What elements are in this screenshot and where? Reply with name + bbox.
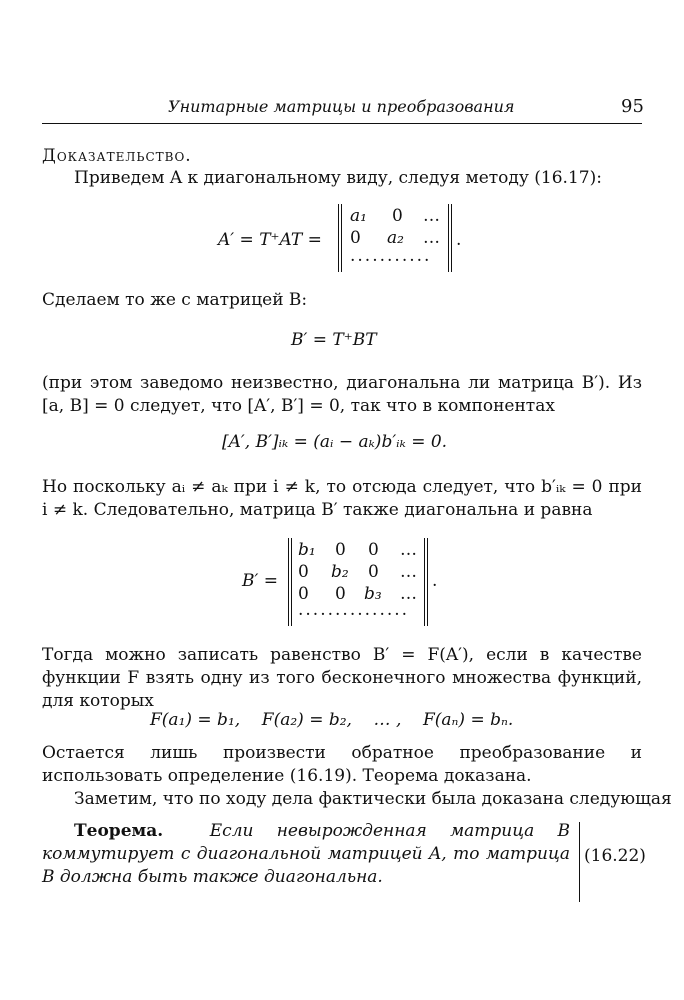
matrix-b-r2c3: 0: [368, 562, 379, 582]
equation-2: B′ = T⁺BT: [291, 330, 377, 350]
paragraph-2: Но поскольку aᵢ ≠ aₖ при i ≠ k, то отсюда следует, что b′ᵢₖ = 0 при i ≠ k. Следовательно, матрица B′ также диагональна и равна: [42, 477, 642, 520]
equation-4-end: .: [432, 571, 438, 591]
proof-intro: Приведем A к диагональному виду, следуя методу (16.17):: [74, 168, 602, 188]
paragraph-4: Остается лишь произвести обратное преобразование и использовать определение (16.19). Теорема доказана.: [42, 743, 642, 786]
running-header: Унитарные матрицы и преобразования: [168, 97, 515, 116]
theorem-number: (16.22): [584, 846, 646, 866]
matrix-a-r3: ...........: [350, 246, 432, 266]
matrix-b-r1c4: …: [400, 540, 417, 560]
equation-5: F(a₁) = b₁, F(a₂) = b₂, … , F(aₙ) = bₙ.: [150, 710, 514, 730]
matrix-a-r1c3: …: [423, 206, 440, 226]
matrix-b-right-bar: [424, 538, 428, 626]
equation-4-lhs: B′ =: [242, 571, 279, 591]
page-number: 95: [621, 96, 644, 117]
matrix-a-r2c3: …: [423, 228, 440, 248]
matrix-b-r3c2: 0: [335, 584, 346, 604]
equation-1-end: .: [456, 230, 462, 250]
proof-heading: Доказательство.: [42, 146, 192, 166]
header-rule: [42, 123, 642, 124]
theorem-label: Теорема.: [74, 821, 164, 841]
matrix-b-r4: ...............: [298, 600, 410, 620]
theorem-block: [42, 820, 570, 889]
matrix-b-r1c3: 0: [368, 540, 379, 560]
matrix-a-r1c2: 0: [392, 206, 403, 226]
equation-1-lhs: A′ = T⁺AT =: [218, 230, 322, 250]
theorem-bar: [579, 822, 580, 902]
matrix-a-r2c1: 0: [350, 228, 361, 248]
matrix-a-r2c2: a₂: [387, 228, 404, 248]
matrix-b-r3c4: …: [400, 584, 417, 604]
matrix-b-r1c2: 0: [335, 540, 346, 560]
paragraph-5: Заметим, что по ходу дела фактически была доказана следующая: [74, 789, 672, 809]
matrix-b-left-bar: [288, 538, 292, 626]
matrix-b-r3c3: b₃: [364, 584, 382, 604]
matrix-a-left-bar: [338, 204, 342, 272]
same-for-b: Сделаем то же с матрицей B:: [42, 290, 308, 310]
matrix-b-r2c4: …: [400, 562, 417, 582]
matrix-a-right-bar: [448, 204, 452, 272]
equation-3: [A′, B′]ᵢₖ = (aᵢ − aₖ)b′ᵢₖ = 0.: [222, 432, 448, 452]
matrix-b-r2c1: 0: [298, 562, 309, 582]
matrix-b-r2c2: b₂: [331, 562, 349, 582]
matrix-b-r1c1: b₁: [298, 540, 316, 560]
matrix-a-r1c1: a₁: [350, 206, 367, 226]
paragraph-3: Тогда можно записать равенство B′ = F(A′), если в качестве функции F взять одну из того бесконечного множества функций, для которых: [42, 645, 642, 711]
theorem-text: Если невырожденная матрица B коммутирует с диагональной матрицей A, то матрица B должна быть также диагональна.: [42, 821, 571, 887]
matrix-b-r3c1: 0: [298, 584, 309, 604]
paragraph-1: (при этом заведомо неизвестно, диагональна ли матрица B′). Из [a, B] = 0 следует, что [A′, B′] = 0, так что в компонентах: [42, 373, 642, 416]
